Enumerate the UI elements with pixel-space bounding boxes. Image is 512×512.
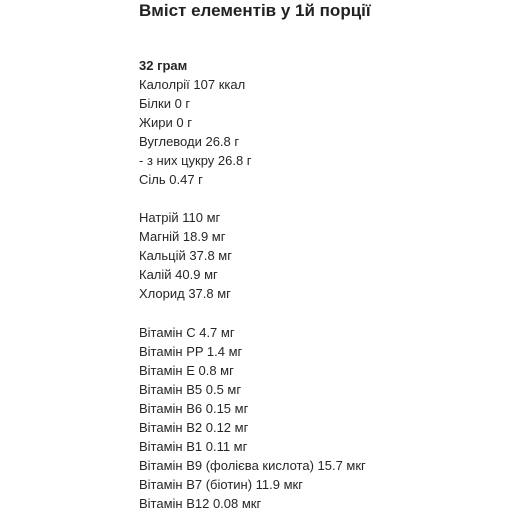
mineral-calcium: Кальцій 37.8 мг xyxy=(139,248,232,263)
page-title: Вміст елементів у 1й порції xyxy=(139,1,371,20)
nutrition-carbs: Вуглеводи 26.8 г xyxy=(139,134,240,149)
vitamin-e: Вітамін E 0.8 мг xyxy=(139,363,234,378)
mineral-sodium: Натрій 110 мг xyxy=(139,210,221,225)
vitamin-b1: Вітамін B1 0.11 мг xyxy=(139,439,248,454)
serving-size: 32 грам xyxy=(139,58,188,73)
vitamin-b2: Вітамін B2 0.12 мг xyxy=(139,420,249,435)
nutrition-salt: Сіль 0.47 г xyxy=(139,172,203,187)
mineral-magnesium: Магній 18.9 мг xyxy=(139,229,226,244)
vitamin-b12: Вітамін B12 0.08 мкг xyxy=(139,496,262,511)
mineral-chloride: Хлорид 37.8 мг xyxy=(139,286,231,301)
vitamin-b7: Вітамін B7 (біотин) 11.9 мкг xyxy=(139,477,303,492)
vitamin-c: Вітамін C 4.7 мг xyxy=(139,325,235,340)
vitamin-b6: Вітамін B6 0.15 мг xyxy=(139,401,249,416)
nutrition-calories: Калолрії 107 ккал xyxy=(139,77,246,92)
nutrition-protein: Білки 0 г xyxy=(139,96,191,111)
vitamin-b5: Вітамін B5 0.5 мг xyxy=(139,382,242,397)
vitamin-pp: Вітамін PP 1.4 мг xyxy=(139,344,243,359)
nutrition-sugar: - з них цукру 26.8 г xyxy=(139,153,252,168)
mineral-potassium: Калій 40.9 мг xyxy=(139,267,218,282)
vitamin-b9: Вітамін B9 (фолієва кислота) 15.7 мкг xyxy=(139,458,366,473)
nutrition-fat: Жири 0 г xyxy=(139,115,192,130)
